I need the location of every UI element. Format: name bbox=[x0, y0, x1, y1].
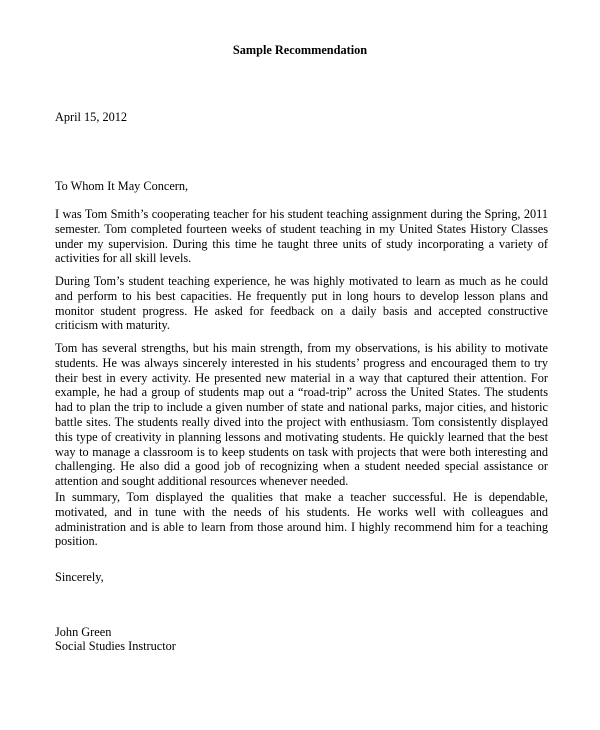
body-paragraph-1: I was Tom Smith’s cooperating teacher for his student teaching assignment during the Spring, 2011 semester. Tom completed fourteen weeks of student teaching in my United States History Classes under my supervision. During this time he taught three units of study incorporating a variety of activities for all skill levels. bbox=[55, 207, 548, 266]
letter-closing: Sincerely, bbox=[55, 570, 104, 584]
body-paragraph-4: In summary, Tom displayed the qualities that make a teacher successful. He is dependable, motivated, and in tune with the needs of his students. He works well with colleagues and administration and is able to learn from those around him. I highly recommend him for a teaching position. bbox=[55, 490, 548, 549]
body-paragraph-2: During Tom’s student teaching experience, he was highly motivated to learn as much as he could and perform to his best capacities. He frequently put in long hours to develop lesson plans and monitor student progress. He asked for feedback on a daily basis and accepted constructive criticism with maturity. bbox=[55, 274, 548, 333]
document-title: Sample Recommendation bbox=[232, 43, 368, 57]
letter-date: April 15, 2012 bbox=[55, 110, 128, 124]
signer-title: Social Studies Instructor bbox=[55, 639, 176, 653]
body-paragraph-3: Tom has several strengths, but his main strength, from my observations, is his ability to motivate students. He was always sincerely interested in his students’ progress and encouraged them to try their best in every activity. He presented new material in a way that captured their attention. For example, he had a group of students map out a “road-trip” across the United States. The students had to plan the trip to include a given number of state and national parks, major cities, and historic battle sites. The students really dived into the project with enthusiasm. Tom consistently displayed this type of creativity in planning lessons and motivating students. He quickly learned that the best way to manage a classroom is to keep students on task with projects that were both interesting and challenging. He also did a good job of recognizing when a student needed special assistance or attention and sought additional resources whenever needed. bbox=[55, 341, 548, 489]
signer-name: John Green bbox=[55, 625, 112, 639]
letter-salutation: To Whom It May Concern, bbox=[55, 179, 189, 193]
